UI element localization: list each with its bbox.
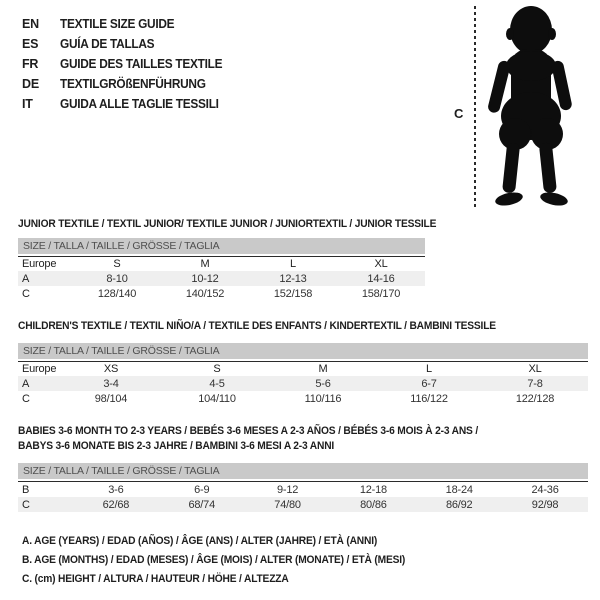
- table-row: [18, 271, 425, 286]
- height-measure-dashed-line: [474, 6, 476, 208]
- size-header-bar: SIZE / TALLA / TAILLE / GRÖSSE / TAGLIA: [18, 343, 588, 359]
- size-header-cell: XS: [103, 363, 119, 375]
- value-cell: 158/170: [361, 287, 401, 300]
- language-code: IT: [22, 97, 33, 111]
- value-cell: 62/68: [102, 498, 130, 511]
- height-measure-label: C: [454, 106, 464, 121]
- value-cell: 110/116: [304, 392, 342, 405]
- legend-note-line: A. AGE (YEARS) / EDAD (AÑOS) / ÂGE (ANS) / ALTER (JAHRE) / ETÀ (ANNI): [22, 535, 378, 547]
- value-cell: 3-4: [103, 377, 119, 390]
- value-cell: 74/80: [274, 498, 301, 511]
- value-cell: 122/128: [515, 392, 555, 405]
- row-label-cell: B: [22, 483, 30, 496]
- value-cell: 7-8: [527, 377, 543, 390]
- row-label-cell: C: [22, 287, 30, 300]
- value-cell: 80/86: [360, 498, 387, 511]
- region-header-cell: Europe: [22, 363, 57, 375]
- table-row: [18, 391, 588, 406]
- value-cell: 86/92: [445, 498, 473, 511]
- table-title: [18, 319, 588, 334]
- row-label-cell: C: [22, 498, 30, 511]
- value-cell: 104/110: [198, 392, 236, 405]
- size-header-cell: L: [426, 363, 432, 375]
- value-cell: 10-12: [191, 272, 219, 285]
- value-cell: 5-6: [315, 377, 331, 390]
- value-cell: 18-24: [445, 483, 473, 496]
- language-title: GUÍA DE TALLAS: [60, 37, 155, 51]
- row-label-cell: A: [22, 377, 30, 390]
- value-cell: 8-10: [106, 272, 128, 285]
- value-cell: 98/104: [94, 392, 128, 405]
- table-title-line: JUNIOR TEXTILE / TEXTIL JUNIOR/ TEXTILE JUNIOR / JUNIORTEXTIL / JUNIOR TESSILE: [18, 218, 437, 230]
- language-title: GUIDE DES TAILLES TEXTILE: [60, 57, 223, 71]
- value-cell: 14-16: [367, 272, 395, 285]
- language-row: [22, 74, 231, 94]
- size-header-cell: S: [213, 363, 221, 375]
- size-table: [18, 361, 588, 406]
- legend-note-line: B. AGE (MONTHS) / EDAD (MESES) / ÂGE (MOIS) / ALTER (MONATE) / ETÀ (MESI): [22, 554, 406, 566]
- size-header-cell: L: [290, 258, 296, 270]
- language-code: DE: [22, 77, 39, 91]
- table-title-line: BABIES 3-6 MONTH TO 2-3 YEARS / BEBÉS 3-6 MESES A 2-3 AÑOS / BÉBÉS 3-6 MOIS À 2-3 ANS /: [18, 425, 479, 437]
- value-cell: 92/98: [531, 498, 559, 511]
- table-title: [18, 424, 588, 454]
- column-header-row: [18, 362, 588, 377]
- size-header-cell: XL: [528, 363, 542, 375]
- size-header-bar: SIZE / TALLA / TAILLE / GRÖSSE / TAGLIA: [18, 463, 588, 479]
- row-label-cell: A: [22, 272, 30, 285]
- value-cell: 24-36: [531, 483, 559, 496]
- language-row: [22, 54, 231, 74]
- value-cell: 12-18: [359, 483, 387, 496]
- size-table-section: [18, 217, 437, 301]
- legend-notes: [22, 532, 434, 589]
- legend-note-line: C. (cm) HEIGHT / ALTURA / HAUTEUR / HÖHE / ALTEZZA: [22, 573, 289, 585]
- language-title: GUIDA ALLE TAGLIE TESSILI: [60, 97, 219, 111]
- size-header-cell: S: [113, 258, 121, 270]
- size-table-section: [18, 424, 588, 512]
- column-header-row: [18, 257, 425, 272]
- value-cell: 3-6: [108, 483, 124, 496]
- value-cell: 116/122: [410, 392, 448, 405]
- language-row: [22, 34, 231, 54]
- row-label-cell: C: [22, 392, 30, 405]
- language-code: ES: [22, 37, 39, 51]
- value-cell: 128/140: [97, 287, 137, 300]
- value-cell: 12-13: [279, 272, 307, 285]
- size-header-cell: M: [200, 258, 210, 270]
- value-cell: 6-7: [421, 377, 437, 390]
- baby-silhouette-icon: [487, 3, 579, 208]
- value-cell: 68/74: [188, 498, 215, 511]
- size-header-cell: M: [318, 363, 328, 375]
- size-header-cell: XL: [374, 258, 388, 270]
- value-cell: 152/158: [273, 287, 313, 300]
- table-row: [18, 286, 425, 301]
- size-header-bar: SIZE / TALLA / TAILLE / GRÖSSE / TAGLIA: [18, 238, 425, 254]
- size-table-section: [18, 319, 588, 406]
- size-table: [18, 256, 425, 301]
- value-cell: 4-5: [209, 377, 225, 390]
- value-cell: 9-12: [276, 483, 299, 496]
- size-table: [18, 481, 588, 512]
- language-title: TEXTILE SIZE GUIDE: [60, 17, 175, 31]
- language-row: [22, 94, 231, 114]
- table-row: [18, 497, 588, 512]
- value-cell: 140/152: [185, 287, 225, 300]
- table-title-line: CHILDREN'S TEXTILE / TEXTIL NIÑO/A / TEXTILE DES ENFANTS / KINDERTEXTIL / BAMBINI TESSILE: [18, 320, 496, 332]
- language-row: [22, 14, 231, 34]
- value-cell: 6-9: [194, 483, 210, 496]
- language-code: FR: [22, 57, 39, 71]
- table-row: [18, 376, 588, 391]
- language-title: TEXTILGRÖßENFÜHRUNG: [60, 77, 206, 91]
- table-title: [18, 217, 437, 232]
- table-title-line: BABYS 3-6 MONATE BIS 2-3 JAHRE / BAMBINI 3-6 MESI A 2-3 ANNI: [18, 440, 335, 452]
- table-row: [18, 482, 588, 498]
- language-title-list: [22, 14, 231, 114]
- region-header-cell: Europe: [22, 258, 57, 270]
- language-code: EN: [22, 17, 39, 31]
